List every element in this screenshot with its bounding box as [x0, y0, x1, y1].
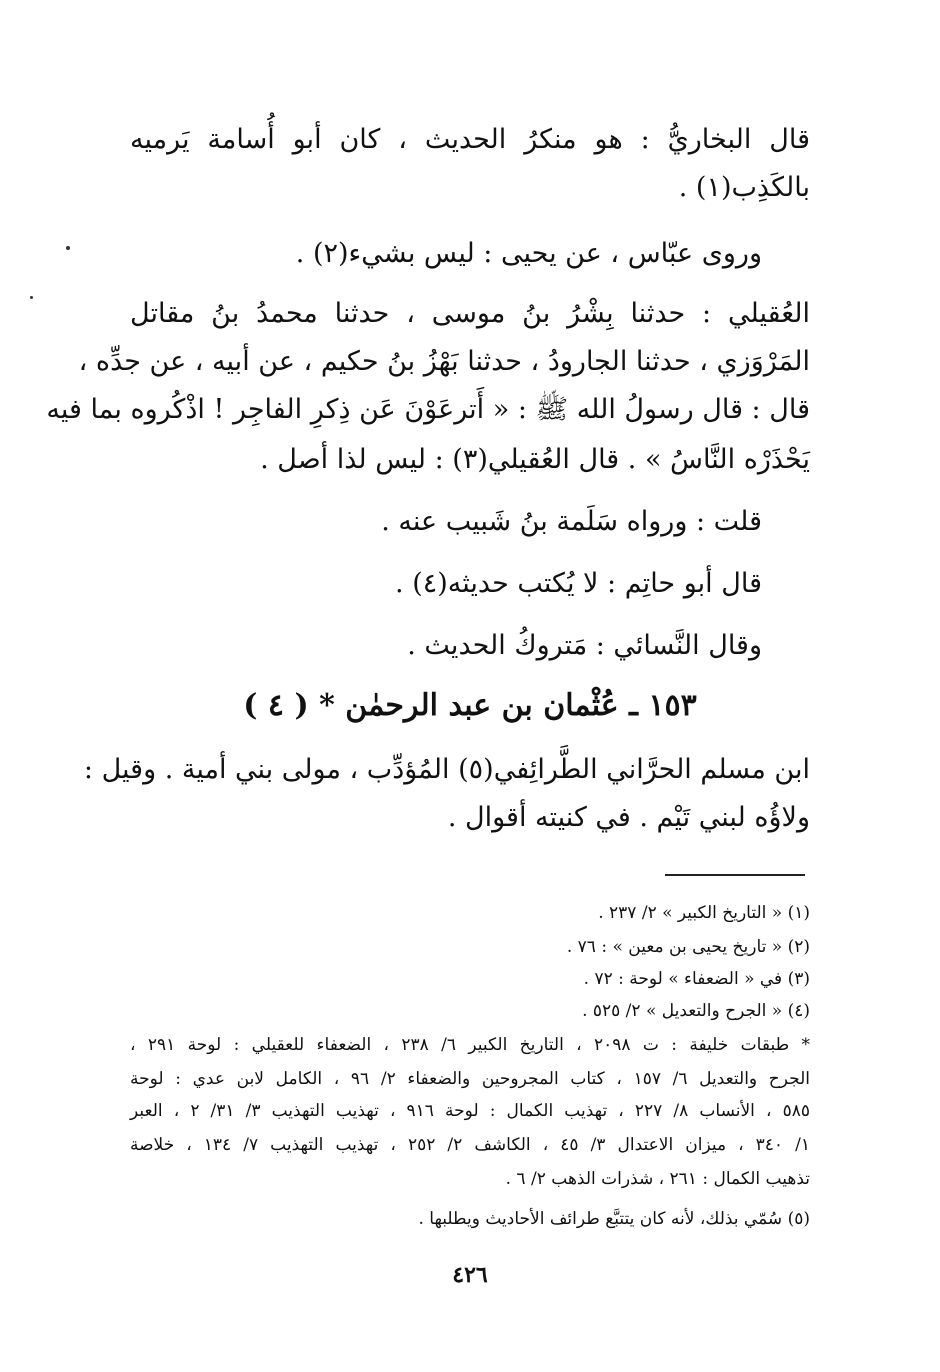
- entry-line: ولاؤُه لبني تَيْم . في كنيته أقوال .: [447, 802, 810, 833]
- footnote: (٤) « الجرح والتعديل » ٢/ ٥٢٥ .: [582, 1001, 810, 1021]
- paragraph-line: المَرْوَزي ، حدثنا الجارودُ ، حدثنا بَهْزُ بنُ حكيم ، عن أبيه ، عن جدِّه ،: [78, 346, 810, 377]
- paragraph-line: بالكَذِب(١) .: [678, 172, 810, 203]
- footnote: (٥) سُمّي بذلك، لأنه كان يتتبَّع طرائف الأحاديث ويطلبها .: [418, 1209, 810, 1229]
- scan-speck: [30, 296, 33, 299]
- sources-line: ١/ ٣٤٠ ، ميزان الاعتدال ٣/ ٤٥ ، الكاشف ٢/ ٢٥٢ ، تهذيب التهذيب ٧/ ١٣٤ ، خلاصة: [130, 1135, 810, 1155]
- paragraph-line: وروى عبّاس ، عن يحيى : ليس بشيء(٢) .: [295, 238, 762, 269]
- sources-line: * طبقات خليفة : ت ٢٠٩٨ ، التاريخ الكبير ٦/ ٢٣٨ ، الضعفاء للعقيلي : لوحة ٢٩١ ،: [130, 1035, 810, 1055]
- paragraph-line: قال أبو حاتِم : لا يُكتب حديثه(٤) .: [395, 568, 762, 599]
- sources-line: تذهيب الكمال : ٢٦١ ، شذرات الذهب ٢/ ٦ .: [505, 1169, 810, 1189]
- paragraph-line: العُقيلي : حدثنا بِشْرُ بنُ موسى ، حدثنا محمدُ بنُ مقاتل: [130, 298, 810, 329]
- paragraph-line: قال البخاريُّ : هو منكرُ الحديث ، كان أبو أُسامة يَرميه: [130, 124, 810, 155]
- footnote-divider: [665, 874, 805, 876]
- paragraph-line: قلت : ورواه سَلَمة بنُ شَبيب عنه .: [381, 506, 762, 537]
- sources-line: ٥٨٥ ، الأنساب ٨/ ٢٢٧ ، تهذيب الكمال : لوحة ٩١٦ ، تهذيب التهذيب ٣/ ٣١/ ٢ ، العبر: [130, 1101, 810, 1121]
- footnote: (٢) « تاريخ يحيى بن معين » : ٧٦ .: [566, 937, 810, 957]
- scan-speck: [66, 246, 70, 250]
- footnote: (٣) في « الضعفاء » لوحة : ٧٢ .: [583, 969, 810, 989]
- entry-line: ابن مسلم الحرَّاني الطَّرائِفي(٥) المُؤدِّب ، مولى بني أمية . وقيل :: [83, 754, 810, 785]
- paragraph-line: يَحْذَرْه النَّاسُ » . قال العُقيلي(٣) : ليس لذا أصل .: [260, 444, 810, 475]
- paragraph-line: وقال النَّسائي : مَتروكُ الحديث .: [407, 630, 762, 661]
- footnote: (١) « التاريخ الكبير » ٢/ ٢٣٧ .: [598, 903, 810, 923]
- sources-line: الجرح والتعديل ٦/ ١٥٧ ، كتاب المجروحين والضعفاء ٢/ ٩٦ ، الكامل لابن عدي : لوحة: [130, 1069, 811, 1089]
- page-number: ٤٢٦: [452, 1262, 488, 1288]
- paragraph-line: قال : قال رسولُ الله ﷺ : « أَترعَوْنَ عَن ذِكرِ الفاجِر ! اذْكُروه بما فيه: [46, 394, 810, 425]
- entry-heading: ١٥٣ ـ عُثْمان بن عبد الرحمٰن * ( ٤ ): [243, 688, 697, 723]
